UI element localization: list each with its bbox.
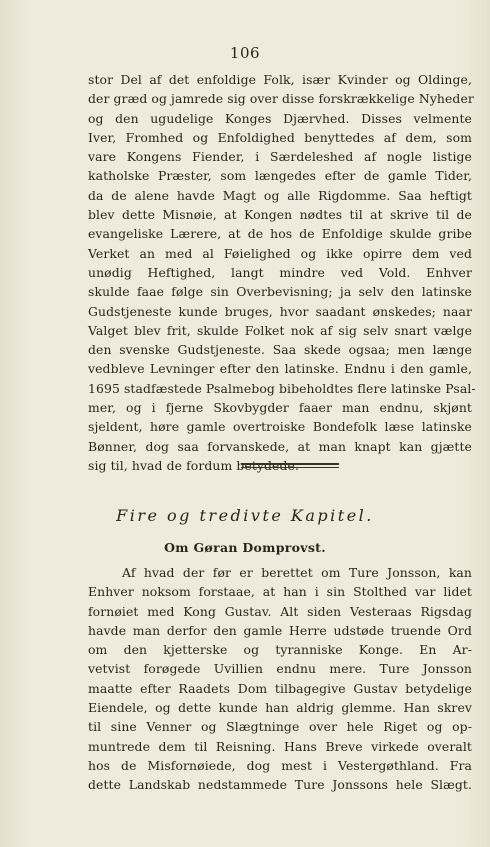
- text-line: vedbleve Levninger efter den latinske. Endnu i den gamle,: [88, 361, 472, 377]
- text-line: til sine Venner og Slægtninge over hele Riget og op-: [88, 719, 472, 735]
- text-line: Enhver noksom forstaae, at han i sin Stolthed var lidet: [88, 584, 472, 600]
- text-line: og den ugudelige Konges Djærvhed. Disses velmente: [88, 110, 472, 126]
- text-line: fornøiet med Kong Gustav. Alt siden Vesteraas Rigsdag: [88, 603, 472, 619]
- text-line: skulde faae følge sin Overbevisning; ja selv den latinske: [88, 284, 472, 300]
- text-line: vetvist forøgede Uvillien endnu mere. Ture Jonsson: [88, 661, 472, 677]
- text-line: hos de Misfornøiede, dog mest i Vestergøthland. Fra: [88, 757, 472, 773]
- text-line: Verket an med al Føielighed og ikke opirre dem ved: [88, 245, 472, 261]
- text-line: sig til, hvad de fordum betydede.: [88, 457, 299, 473]
- text-line: vare Kongens Fiender, i Særdeleshed af nogle listige: [88, 149, 472, 165]
- section-title: Om Gøran Domprovst.: [164, 540, 326, 555]
- text-line: Eiendele, og dette kunde han aldrig glemme. Han skrev: [88, 700, 472, 716]
- text-line: maatte efter Raadets Dom tilbagegive Gustav betydelige: [88, 680, 472, 696]
- paragraph-1: [88, 70, 476, 475]
- text-line: katholske Præster, som længedes efter de gamle Tider,: [88, 168, 472, 184]
- text-line: da de alene havde Magt og alle Rigdomme. Saa heftigt: [88, 187, 472, 203]
- text-line: stor Del af det enfoldige Folk, især Kvinder og Oldinge,: [88, 72, 472, 87]
- page-number: 106: [229, 44, 261, 62]
- text-line: den svenske Gudstjeneste. Saa skede ogsaa; men længe: [88, 342, 472, 358]
- text-line: Gudstjeneste kunde bruges, hvor saadant ønskedes; naar: [88, 303, 472, 319]
- chapter-title: Fire og tredivte Kapitel.: [116, 506, 374, 525]
- text-line: unødig Heftighed, langt mindre ved Vold. Enhver: [88, 264, 472, 280]
- text-line: om den kjetterske og tyranniske Konge. En Ar-: [88, 642, 472, 658]
- text-line: muntrede dem til Reisning. Hans Breve virkede overalt: [88, 738, 472, 754]
- text-line: dette Landskab nedstammede Ture Jonssons hele Slægt.: [88, 777, 472, 793]
- text-line: sjeldent, høre gamle overtroiske Bondefolk læse latinske: [88, 419, 472, 435]
- text-line: Bønner, dog saa forvanskede, at man knapt kan gjætte: [88, 438, 472, 454]
- text-line: 1695 stadfæstede Psalmebog bibeholdtes flere latinske Psal-: [88, 380, 476, 396]
- text-line: Iver, Fromhed og Enfoldighed benyttedes af dem, som: [88, 129, 472, 145]
- section-divider: [241, 463, 339, 468]
- paragraph-2: [88, 563, 472, 795]
- text-line: havde man derfor den gamle Herre udstøde truende Ord: [88, 622, 472, 638]
- text-line: evangeliske Lærere, at de hos de Enfoldige skulde gribe: [88, 226, 472, 242]
- text-line: Af hvad der før er berettet om Ture Jonsson, kan: [122, 565, 472, 580]
- text-line: der græd og jamrede sig over disse forskrækkelige Nyheder: [88, 91, 474, 107]
- text-line: blev dette Misnøie, at Kongen nødtes til at skrive til de: [88, 207, 472, 223]
- text-line: Valget blev frit, skulde Folket nok af sig selv snart vælge: [88, 322, 472, 338]
- text-line: mer, og i fjerne Skovbygder faaer man endnu, skjønt: [88, 400, 472, 416]
